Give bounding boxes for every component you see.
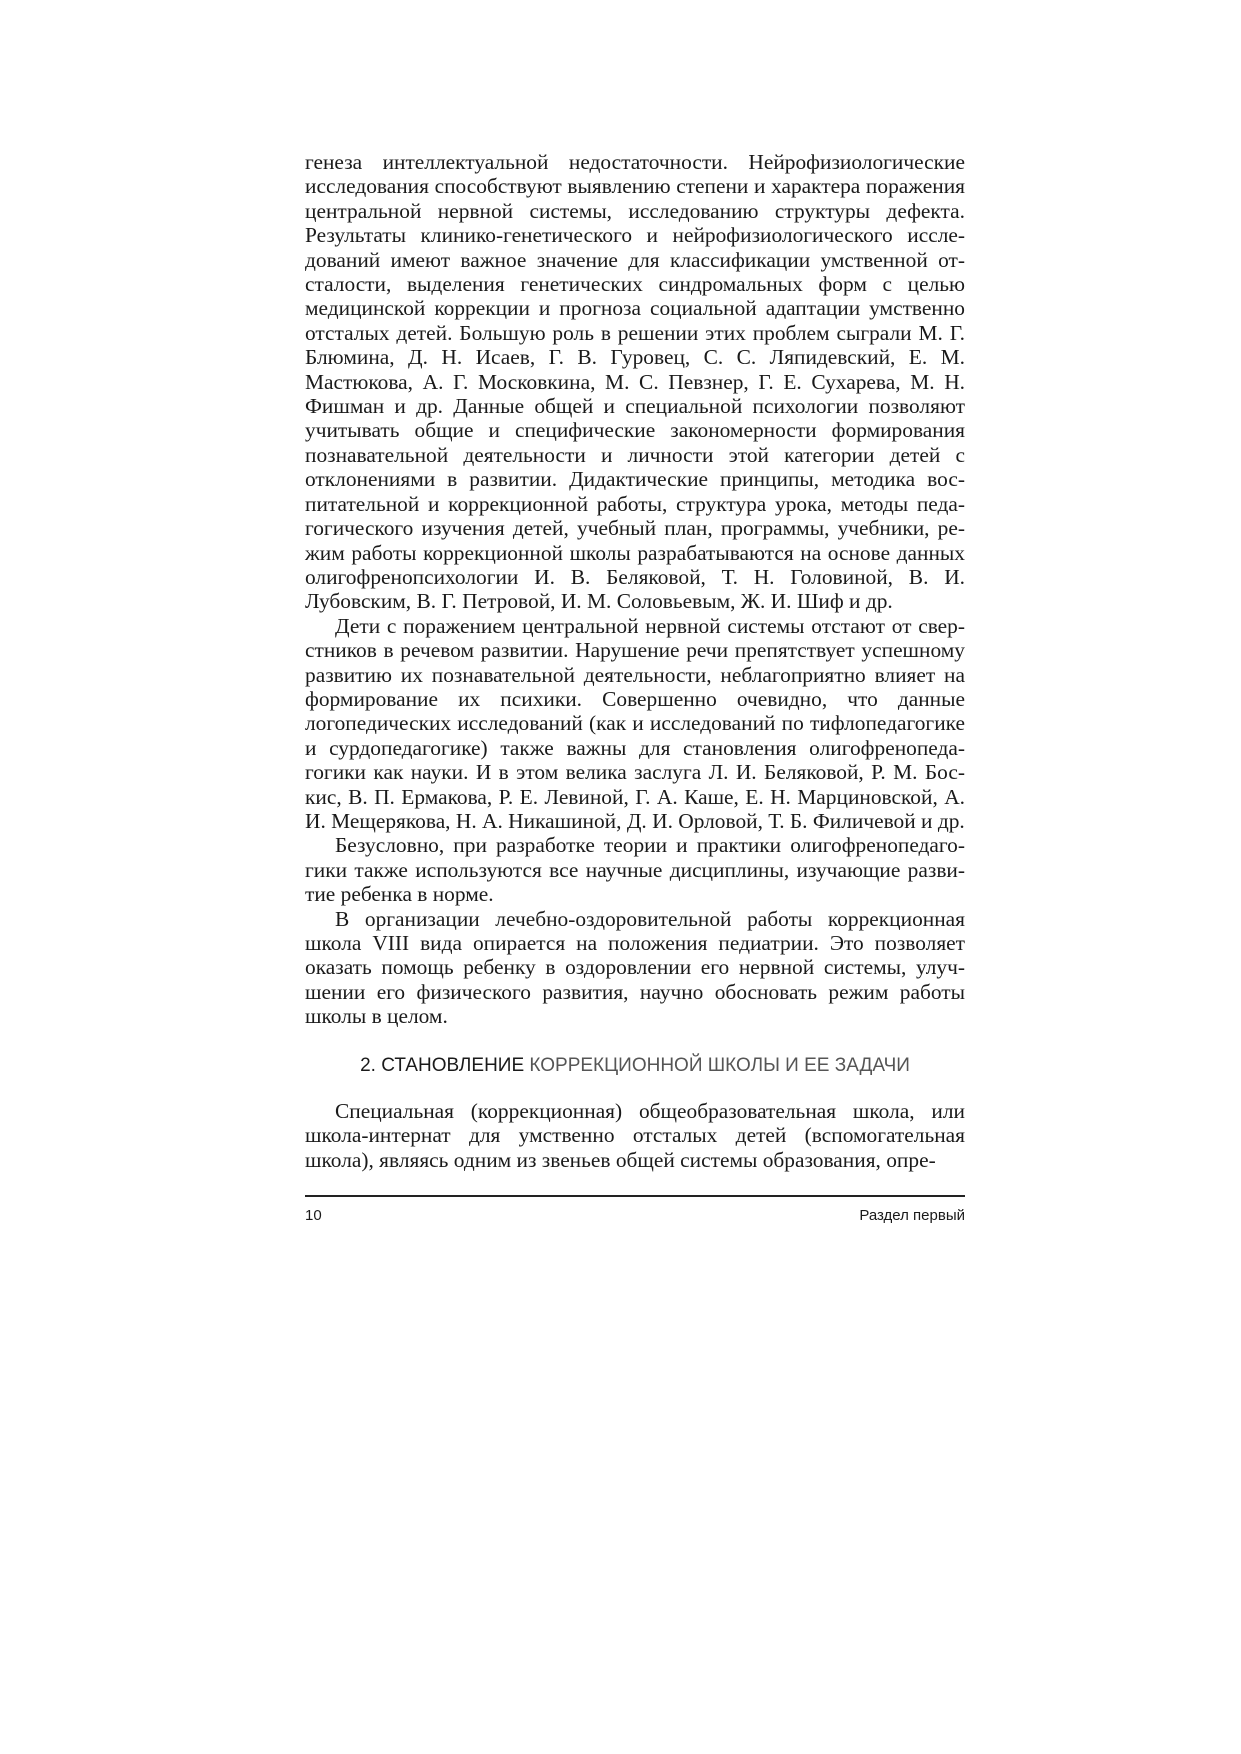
paragraph-4: В организации лечебно-оздоровительной работы коррекционная школа VIII вида опирается на положения педиатрии. Это позволяет оказать помощь ребенку в оздоровлении его нервной системы, улучшении его физического развития, научно обосновать режим работы школы в целом. xyxy=(305,906,965,1029)
footer-divider xyxy=(305,1195,965,1197)
section-heading-rest: КОРРЕКЦИОННОЙ ШКОЛЫ И ЕЕ ЗАДАЧИ xyxy=(529,1055,910,1076)
section-text xyxy=(305,1099,965,1172)
running-footer-title: Раздел первый xyxy=(859,1207,965,1224)
page-footer xyxy=(305,1205,965,1227)
page-number: 10 xyxy=(305,1207,322,1224)
paragraph-3: Безусловно, при разработке теории и практики олигофренопедагогики также используются все научные дисциплины, изучающие развитие ребенка в норме. xyxy=(305,833,965,907)
main-text xyxy=(305,150,965,1029)
paragraph-2: Дети с поражением центральной нервной системы отстают от сверстников в речевом развитии. Нарушение речи препятствует успешному развитию их познавательной деятельности, неблагоприятно влияет на формирование их психики. Совершенно очевидно, что данные логопедических исследований (как и исследований по тифлопедагогике и сурдопедагогике) также важны для становления олигофренопедагогики как науки. И в этом велика заслуга Л. И. Беляковой, Р. М. Боскис, В. П. Ермакова, Р. Е. Левиной, Г. А. Каше, Е. Н. Марциновской, А. И. Мещерякова, Н. А. Никашиной, Д. И. Орловой, Т. Б. Филичевой и др. xyxy=(305,613,965,833)
section-paragraph: Специальная (коррекционная) общеобразовательная школа, или школа-интернат для умственно отсталых детей (вспомогательная школа), являясь одним из звеньев общей системы образования, опре- xyxy=(305,1099,965,1172)
section-heading-start: 2. СТАНОВЛЕНИЕ xyxy=(360,1055,525,1076)
section-heading xyxy=(305,1054,965,1078)
paragraph-1: генеза интеллектуальной недостаточности. Нейрофизиологические исследования способствуют выявлению степени и характера поражения центральной нервной системы, исследованию структуры дефекта. Результаты клинико-генетического и нейрофизиологического исследований имеют важное значение для классификации умственной отсталости, выделения генетических синдромальных форм с целью медицинской коррекции и прогноза социальной адаптации умственно отсталых детей. Большую роль в решении этих проблем сыграли М. Г. Блюмина, Д. Н. Исаев, Г. В. Гуровец, С. С. Ляпидевский, Е. М. Мастюкова, А. Г. Московкина, М. С. Певзнер, Г. Е. Сухарева, М. Н. Фишман и др. Данные общей и специальной психологии позволяют учитывать общие и специфические закономерности формирования познавательной деятельности и личности этой категории детей с отклонениями в развитии. Дидактические принципы, методика воспитательной и коррекционной работы, структура урока, методы педагогического изучения детей, учебный план, программы, учебники, режим работы коррекционной школы разрабатываются на основе данных олигофренопсихологии И. В. Беляковой, Т. Н. Головиной, В. И. Лубовским, В. Г. Петровой, И. М. Соловьевым, Ж. И. Шиф и др. xyxy=(305,150,965,614)
